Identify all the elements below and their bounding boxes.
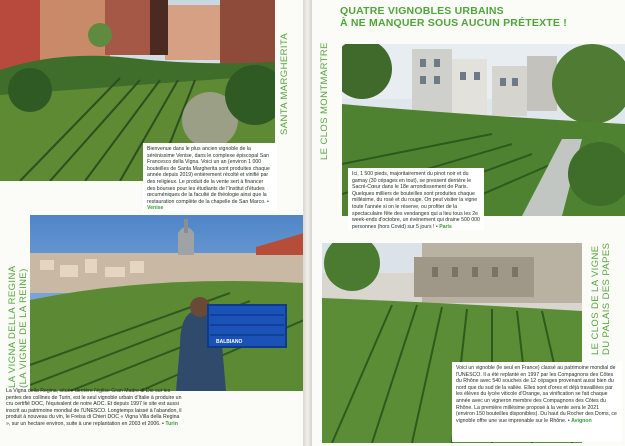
avignon-title-line1: LE CLOS DE LA VIGNE	[590, 245, 601, 355]
headline-line1: QUATRE VIGNOBLES URBAINS	[340, 5, 504, 17]
avignon-city: Avignon	[571, 417, 592, 424]
paris-caption: Ici, 1 500 pieds, majoritairement du pinot noir et du gamay (30 cépages en tout), se pressent derrière le Sacré-Cœur dans le 18e arrondissement de Paris. Quelques milliers de bouteilles sont produites chaque millésime, du rosé et du rouge. On peut visiter la vigne toute l'année si on le réserve, ou profiter de la spectaculaire fête des vendanges qui a lieu tous les 2e week-ends d'octobre, un événement qui draine 500 000 personnes (hors Covid) sur 5 jours ! • Paris	[348, 168, 484, 230]
turin-title	[7, 266, 29, 388]
venise-city: Venise	[147, 205, 164, 212]
venise-title: SANTA MARGHERITA	[279, 32, 290, 135]
turin-caption: La Vigna della Regina, située derrière l'église Gran Madre di Dio sur les pentes des collines de Turin, est le seul vignoble urbain d'Italie à produire un cru certifié DOC, l'équivalent de notre AOC. Et depuis 1997 le site est aussi inscrit au patrimoine mondial de l'UNESCO. Longtemps laissé à l'abandon, il produit à nouveau du vin, le Freisa di Chieri DOC « Vigna Villa della Regina », sur un hectare environ, suite à une replantation en 2003 et 2006. • Turin	[6, 388, 182, 427]
page-headline	[340, 5, 567, 29]
avignon-title	[590, 243, 612, 355]
paris-text: Ici, 1 500 pieds, majoritairement du pinot noir et du gamay (30 cépages en tout), se pressent derrière le Sacré-Cœur dans le 18e arrondissement de Paris. Quelques milliers de bouteilles sont produites chaque millésime, du rosé et du rouge. On peut visiter la vigne toute l'année si on le réserve, ou profiter de la spectaculaire fête des vendanges qui a lieu tous les 2e week-ends d'octobre, un événement qui draine 500 000 personnes (hors Covid) sur 5 jours !	[352, 171, 480, 230]
turin-city: Turin	[165, 420, 178, 427]
avignon-caption: Voici un vignoble (le seul en France) classé au patrimoine mondial de l'UNESCO. Il a été replanté en 1997 par les Compagnons des Côtes du Rhône avec 540 souches de 12 cépages provenant aussi bien du nord que du sud de la vallée. Elles sont d'ores et déjà travaillées par les élèves du lycée viticole d'Orange, sa vinification se fait chaque année avec un vigneron membre des Compagnons des Côtes du Rhône. La première millésime proposé à la vente sera le 2021 (environ 150 bouteilles disponibles). Du haut du Rocher des Doms, ce vignoble offre une vue imprenable sur le Rhône. • Avignon	[452, 362, 622, 442]
avignon-title-line2: DU PALAIS DES PAPES	[601, 242, 612, 355]
right-page	[312, 0, 625, 446]
paris-city: Paris	[439, 223, 452, 230]
headline-line2: À NE MANQUER SOUS AUCUN PRÉTEXTE !	[340, 17, 567, 29]
left-page	[0, 0, 304, 446]
crate-label: BALBIANO	[216, 339, 243, 345]
venise-caption: Bienvenue dans le plus ancien vignoble de la sérénissime Venise, dans le complexe épiscopal San Francesco della Vigna. Voici un an (environ 1 000 bouteilles de Santa Margherita sont produites chaque année depuis 2019) entièrement récolté et vinifié par des religieux. Le produit de la vente sert à financer des bourses pour les étudiants de l'Institut d'études œcuméniques de la faculté de théologie ainsi que la restauration complète de la chapelle de San Marco. • Venise	[143, 143, 277, 211]
paris-title: LE CLOS MONTMARTRE	[319, 42, 330, 160]
turin-title-line2: (LA VIGNE DE LA REINE)	[18, 268, 29, 388]
turin-title-line1: LA VIGNA DELLA REGINA	[7, 265, 18, 388]
venise-text: Bienvenue dans le plus ancien vignoble de la sérénissime Venise, dans le complexe épiscopal San Francesco della Vigna. Voici un an (environ 1 000 bouteilles de Santa Margherita sont produites chaque année depuis 2019) entièrement récolté et vinifié par des religieux. Le produit de la vente sert à financer des bourses pour les étudiants de l'Institut d'études œcuméniques de la faculté de théologie ainsi que la restauration complète de la chapelle de San Marco.	[147, 146, 270, 205]
turin-text: La Vigna della Regina, située derrière l'église Gran Madre di Dio sur les pentes des collines de Turin, est le seul vignoble urbain d'Italie à produire un cru certifié DOC, l'équivalent de notre AOC. Et depuis 1997 le site est aussi inscrit au patrimoine mondial de l'UNESCO. Longtemps laissé à l'abandon, il produit à nouveau du vin, le Freisa di Chieri DOC « Vigna Villa della Regina », sur un hectare environ, suite à une replantation en 2003 et 2006.	[6, 388, 182, 427]
turin-photo	[30, 215, 304, 391]
avignon-text: Voici un vignoble (le seul en France) classé au patrimoine mondial de l'UNESCO. Il a été replanté en 1997 par les Compagnons des Côtes du Rhône avec 540 souches de 12 cépages provenant aussi bien du nord que du sud de la vallée. Elles sont d'ores et déjà travaillées par les élèves du lycée viticole d'Orange, sa vinification se fait chaque année avec un vigneron membre des Compagnons des Côtes du Rhône. La première millésime proposé à la vente sera le 2021 (environ 150 bouteilles disponibles). Du haut du Rocher des Doms, ce vignoble offre une vue imprenable sur le Rhône.	[456, 365, 617, 424]
